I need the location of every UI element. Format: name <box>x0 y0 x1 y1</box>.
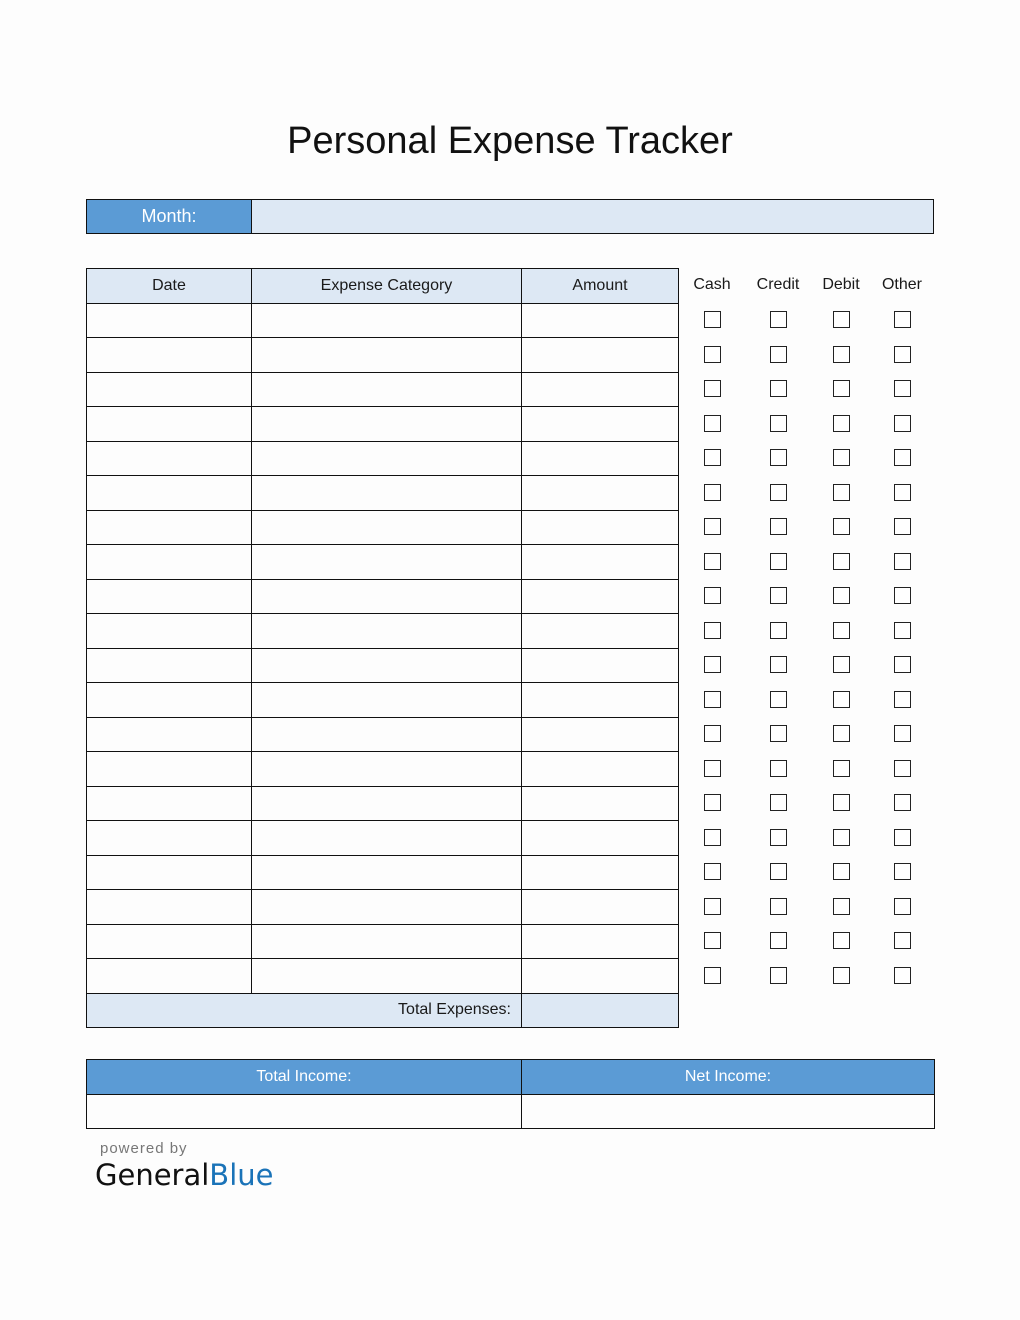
cash-cell <box>680 553 744 570</box>
header-date: Date <box>87 269 252 304</box>
credit-cell <box>744 760 812 777</box>
other-cell <box>870 553 934 570</box>
category-cell[interactable] <box>252 717 522 752</box>
table-row <box>87 476 679 511</box>
payment-row <box>680 510 934 545</box>
cash-cell <box>680 691 744 708</box>
payment-row <box>680 786 934 821</box>
table-row <box>87 959 679 994</box>
credit-cell <box>744 380 812 397</box>
date-cell[interactable] <box>87 821 252 856</box>
credit-cell <box>744 311 812 328</box>
other-cell <box>870 380 934 397</box>
category-cell[interactable] <box>252 786 522 821</box>
amount-cell[interactable] <box>522 821 679 856</box>
cash-cell <box>680 794 744 811</box>
cash-cell <box>680 311 744 328</box>
amount-cell[interactable] <box>522 959 679 994</box>
table-row <box>87 545 679 580</box>
other-checkbox[interactable] <box>894 484 911 501</box>
table-row <box>87 717 679 752</box>
credit-cell <box>744 587 812 604</box>
debit-cell <box>812 932 870 949</box>
other-checkbox[interactable] <box>894 518 911 535</box>
cash-checkbox[interactable] <box>704 691 721 708</box>
table-row <box>87 752 679 787</box>
payment-row <box>680 924 934 959</box>
debit-cell <box>812 725 870 742</box>
other-cell <box>870 725 934 742</box>
header-credit: Credit <box>756 276 800 294</box>
debit-checkbox[interactable] <box>833 311 850 328</box>
credit-checkbox[interactable] <box>770 622 787 639</box>
header-category: Expense Category <box>252 269 522 304</box>
cash-checkbox[interactable] <box>704 415 721 432</box>
debit-checkbox[interactable] <box>833 691 850 708</box>
credit-cell <box>744 622 812 639</box>
credit-checkbox[interactable] <box>770 829 787 846</box>
cash-checkbox[interactable] <box>704 829 721 846</box>
other-cell <box>870 967 934 984</box>
cash-cell <box>680 587 744 604</box>
debit-checkbox[interactable] <box>833 829 850 846</box>
credit-checkbox[interactable] <box>770 760 787 777</box>
payment-row <box>680 579 934 614</box>
date-cell[interactable] <box>87 476 252 511</box>
category-cell[interactable] <box>252 752 522 787</box>
amount-cell[interactable] <box>522 545 679 580</box>
other-checkbox[interactable] <box>894 415 911 432</box>
credit-checkbox[interactable] <box>770 967 787 984</box>
credit-cell <box>744 794 812 811</box>
credit-cell <box>744 829 812 846</box>
cash-checkbox[interactable] <box>704 587 721 604</box>
other-cell <box>870 587 934 604</box>
credit-checkbox[interactable] <box>770 656 787 673</box>
credit-cell <box>744 346 812 363</box>
cash-checkbox[interactable] <box>704 863 721 880</box>
cash-cell <box>680 449 744 466</box>
table-row <box>87 441 679 476</box>
amount-cell[interactable] <box>522 372 679 407</box>
category-cell[interactable] <box>252 890 522 925</box>
table-row <box>87 786 679 821</box>
amount-cell[interactable] <box>522 752 679 787</box>
date-cell[interactable] <box>87 510 252 545</box>
credit-cell <box>744 967 812 984</box>
cash-checkbox[interactable] <box>704 794 721 811</box>
cash-checkbox[interactable] <box>704 518 721 535</box>
header-other: Other <box>881 276 922 294</box>
credit-cell <box>744 415 812 432</box>
cash-checkbox[interactable] <box>704 449 721 466</box>
cash-cell <box>680 484 744 501</box>
cash-cell <box>680 622 744 639</box>
debit-cell <box>812 829 870 846</box>
debit-checkbox[interactable] <box>833 622 850 639</box>
other-cell <box>870 346 934 363</box>
date-cell[interactable] <box>87 407 252 442</box>
cash-checkbox[interactable] <box>704 898 721 915</box>
payment-row <box>680 889 934 924</box>
credit-checkbox[interactable] <box>770 346 787 363</box>
other-checkbox[interactable] <box>894 725 911 742</box>
credit-checkbox[interactable] <box>770 863 787 880</box>
credit-checkbox[interactable] <box>770 380 787 397</box>
other-cell <box>870 656 934 673</box>
brand-general: General <box>95 1158 210 1192</box>
table-row <box>87 821 679 856</box>
other-checkbox[interactable] <box>894 829 911 846</box>
category-cell[interactable] <box>252 614 522 649</box>
category-cell[interactable] <box>252 683 522 718</box>
other-cell <box>870 622 934 639</box>
brand-blue: Blue <box>209 1158 274 1192</box>
category-cell[interactable] <box>252 510 522 545</box>
payment-headers <box>680 268 934 303</box>
category-cell[interactable] <box>252 959 522 994</box>
net-income-input[interactable] <box>522 1094 935 1129</box>
cash-checkbox[interactable] <box>704 553 721 570</box>
cash-checkbox[interactable] <box>704 380 721 397</box>
debit-cell <box>812 449 870 466</box>
debit-cell <box>812 553 870 570</box>
amount-cell[interactable] <box>522 717 679 752</box>
date-cell[interactable] <box>87 579 252 614</box>
month-row <box>86 199 934 234</box>
date-cell[interactable] <box>87 648 252 683</box>
cash-cell <box>680 863 744 880</box>
credit-cell <box>744 691 812 708</box>
category-cell[interactable] <box>252 545 522 580</box>
credit-cell <box>744 932 812 949</box>
credit-checkbox[interactable] <box>770 587 787 604</box>
amount-cell[interactable] <box>522 303 679 338</box>
category-cell[interactable] <box>252 372 522 407</box>
cash-cell <box>680 380 744 397</box>
other-checkbox[interactable] <box>894 760 911 777</box>
date-cell[interactable] <box>87 890 252 925</box>
payment-row <box>680 441 934 476</box>
payment-row <box>680 855 934 890</box>
other-cell <box>870 898 934 915</box>
debit-checkbox[interactable] <box>833 449 850 466</box>
income-table <box>86 1059 935 1129</box>
payment-row <box>680 303 934 338</box>
cash-cell <box>680 760 744 777</box>
other-checkbox[interactable] <box>894 587 911 604</box>
payment-row <box>680 613 934 648</box>
cash-checkbox[interactable] <box>704 760 721 777</box>
category-cell[interactable] <box>252 407 522 442</box>
debit-checkbox[interactable] <box>833 898 850 915</box>
amount-cell[interactable] <box>522 683 679 718</box>
debit-cell <box>812 656 870 673</box>
credit-checkbox[interactable] <box>770 553 787 570</box>
other-checkbox[interactable] <box>894 863 911 880</box>
other-checkbox[interactable] <box>894 311 911 328</box>
net-income-label: Net Income: <box>522 1060 935 1095</box>
category-cell[interactable] <box>252 303 522 338</box>
table-row <box>87 303 679 338</box>
header-debit: Debit <box>822 276 860 294</box>
other-checkbox[interactable] <box>894 656 911 673</box>
amount-cell[interactable] <box>522 510 679 545</box>
other-cell <box>870 829 934 846</box>
category-cell[interactable] <box>252 924 522 959</box>
page-title: Personal Expense Tracker <box>287 120 733 162</box>
debit-cell <box>812 794 870 811</box>
debit-checkbox[interactable] <box>833 415 850 432</box>
debit-checkbox[interactable] <box>833 484 850 501</box>
amount-cell[interactable] <box>522 338 679 373</box>
debit-checkbox[interactable] <box>833 967 850 984</box>
other-cell <box>870 484 934 501</box>
amount-cell[interactable] <box>522 407 679 442</box>
category-cell[interactable] <box>252 476 522 511</box>
cash-checkbox[interactable] <box>704 725 721 742</box>
expense-table <box>86 268 679 1028</box>
amount-cell[interactable] <box>522 855 679 890</box>
payment-row <box>680 717 934 752</box>
other-cell <box>870 691 934 708</box>
other-checkbox[interactable] <box>894 898 911 915</box>
credit-checkbox[interactable] <box>770 794 787 811</box>
cash-cell <box>680 656 744 673</box>
credit-cell <box>744 484 812 501</box>
other-checkbox[interactable] <box>894 553 911 570</box>
debit-checkbox[interactable] <box>833 863 850 880</box>
other-checkbox[interactable] <box>894 967 911 984</box>
payment-row <box>680 337 934 372</box>
debit-checkbox[interactable] <box>833 794 850 811</box>
payment-row <box>680 751 934 786</box>
payment-row <box>680 475 934 510</box>
month-label: Month: <box>87 200 252 233</box>
date-cell[interactable] <box>87 614 252 649</box>
category-cell[interactable] <box>252 579 522 614</box>
date-cell[interactable] <box>87 752 252 787</box>
debit-checkbox[interactable] <box>833 553 850 570</box>
credit-checkbox[interactable] <box>770 932 787 949</box>
other-cell <box>870 311 934 328</box>
table-row <box>87 683 679 718</box>
date-cell[interactable] <box>87 855 252 890</box>
credit-checkbox[interactable] <box>770 484 787 501</box>
debit-checkbox[interactable] <box>833 656 850 673</box>
cash-checkbox[interactable] <box>704 484 721 501</box>
credit-checkbox[interactable] <box>770 518 787 535</box>
credit-cell <box>744 898 812 915</box>
credit-checkbox[interactable] <box>770 725 787 742</box>
amount-cell[interactable] <box>522 924 679 959</box>
total-income-input[interactable] <box>87 1094 522 1129</box>
table-row <box>87 614 679 649</box>
date-cell[interactable] <box>87 786 252 821</box>
debit-checkbox[interactable] <box>833 760 850 777</box>
payment-row <box>680 682 934 717</box>
debit-checkbox[interactable] <box>833 725 850 742</box>
debit-cell <box>812 587 870 604</box>
cash-cell <box>680 898 744 915</box>
date-cell[interactable] <box>87 372 252 407</box>
debit-cell <box>812 311 870 328</box>
cash-checkbox[interactable] <box>704 656 721 673</box>
amount-cell[interactable] <box>522 441 679 476</box>
debit-cell <box>812 967 870 984</box>
cash-checkbox[interactable] <box>704 622 721 639</box>
debit-cell <box>812 518 870 535</box>
table-row <box>87 648 679 683</box>
payment-row <box>680 406 934 441</box>
credit-cell <box>744 553 812 570</box>
debit-cell <box>812 622 870 639</box>
debit-cell <box>812 760 870 777</box>
debit-cell <box>812 415 870 432</box>
other-checkbox[interactable] <box>894 932 911 949</box>
payment-method-grid <box>680 268 934 993</box>
total-expenses-label: Total Expenses: <box>87 993 522 1028</box>
date-cell[interactable] <box>87 717 252 752</box>
credit-checkbox[interactable] <box>770 898 787 915</box>
amount-cell[interactable] <box>522 648 679 683</box>
cash-cell <box>680 415 744 432</box>
cash-checkbox[interactable] <box>704 346 721 363</box>
debit-checkbox[interactable] <box>833 587 850 604</box>
header-cash: Cash <box>693 276 731 294</box>
table-row <box>87 579 679 614</box>
other-cell <box>870 760 934 777</box>
debit-cell <box>812 898 870 915</box>
credit-checkbox[interactable] <box>770 415 787 432</box>
debit-checkbox[interactable] <box>833 346 850 363</box>
other-checkbox[interactable] <box>894 622 911 639</box>
credit-cell <box>744 656 812 673</box>
other-cell <box>870 449 934 466</box>
payment-row <box>680 648 934 683</box>
cash-checkbox[interactable] <box>704 311 721 328</box>
cash-cell <box>680 829 744 846</box>
category-cell[interactable] <box>252 648 522 683</box>
date-cell[interactable] <box>87 924 252 959</box>
brand-logo <box>95 1158 273 1192</box>
amount-cell[interactable] <box>522 579 679 614</box>
debit-checkbox[interactable] <box>833 518 850 535</box>
date-cell[interactable] <box>87 441 252 476</box>
category-cell[interactable] <box>252 821 522 856</box>
credit-cell <box>744 725 812 742</box>
debit-cell <box>812 484 870 501</box>
amount-cell[interactable] <box>522 890 679 925</box>
credit-cell <box>744 863 812 880</box>
amount-cell[interactable] <box>522 476 679 511</box>
powered-by-text: powered by <box>100 1140 188 1157</box>
table-row <box>87 890 679 925</box>
table-row <box>87 924 679 959</box>
other-checkbox[interactable] <box>894 794 911 811</box>
payment-row <box>680 544 934 579</box>
date-cell[interactable] <box>87 338 252 373</box>
cash-checkbox[interactable] <box>704 967 721 984</box>
table-row <box>87 510 679 545</box>
debit-cell <box>812 380 870 397</box>
cash-cell <box>680 725 744 742</box>
amount-cell[interactable] <box>522 614 679 649</box>
cash-cell <box>680 932 744 949</box>
cash-checkbox[interactable] <box>704 932 721 949</box>
credit-checkbox[interactable] <box>770 449 787 466</box>
credit-checkbox[interactable] <box>770 311 787 328</box>
header-amount: Amount <box>522 269 679 304</box>
other-checkbox[interactable] <box>894 691 911 708</box>
category-cell[interactable] <box>252 855 522 890</box>
category-cell[interactable] <box>252 441 522 476</box>
cash-cell <box>680 346 744 363</box>
payment-row <box>680 372 934 407</box>
other-cell <box>870 863 934 880</box>
payment-row <box>680 820 934 855</box>
table-row <box>87 855 679 890</box>
table-row <box>87 407 679 442</box>
debit-checkbox[interactable] <box>833 380 850 397</box>
other-cell <box>870 518 934 535</box>
other-checkbox[interactable] <box>894 449 911 466</box>
credit-cell <box>744 518 812 535</box>
date-cell[interactable] <box>87 303 252 338</box>
date-cell[interactable] <box>87 545 252 580</box>
debit-checkbox[interactable] <box>833 932 850 949</box>
amount-cell[interactable] <box>522 786 679 821</box>
credit-cell <box>744 449 812 466</box>
category-cell[interactable] <box>252 338 522 373</box>
total-income-label: Total Income: <box>87 1060 522 1095</box>
debit-cell <box>812 863 870 880</box>
table-row <box>87 338 679 373</box>
cash-cell <box>680 518 744 535</box>
table-row <box>87 372 679 407</box>
date-cell[interactable] <box>87 683 252 718</box>
other-checkbox[interactable] <box>894 346 911 363</box>
other-cell <box>870 932 934 949</box>
payment-row <box>680 958 934 993</box>
other-cell <box>870 794 934 811</box>
other-checkbox[interactable] <box>894 380 911 397</box>
debit-cell <box>812 691 870 708</box>
other-cell <box>870 415 934 432</box>
date-cell[interactable] <box>87 959 252 994</box>
cash-cell <box>680 967 744 984</box>
month-input[interactable] <box>252 200 933 233</box>
debit-cell <box>812 346 870 363</box>
credit-checkbox[interactable] <box>770 691 787 708</box>
total-expenses-value[interactable] <box>522 993 679 1028</box>
